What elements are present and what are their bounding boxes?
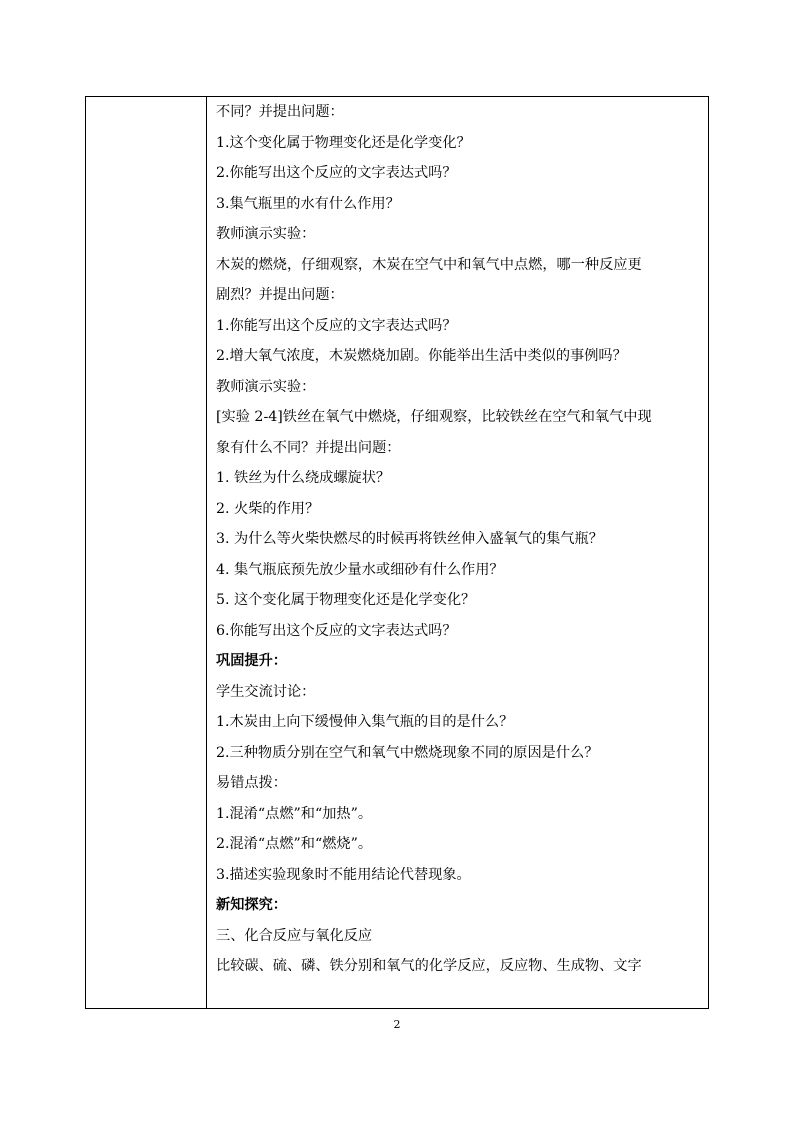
text-line: 象有什么不同？并提出问题： — [216, 439, 401, 456]
text-line: 教师演示实验： — [216, 378, 316, 395]
text-line: 1.你能写出这个反应的文字表达式吗？ — [216, 317, 457, 334]
text-line: 教师演示实验： — [216, 226, 316, 242]
text-line: [实验 2-4]铁丝在氧气中燃烧，仔细观察，比较铁丝在空气和氧气中现 — [216, 409, 652, 425]
text-line: 4. 集气瓶底预先放少量水或细砂有什么作用？ — [216, 561, 504, 578]
lesson-table — [85, 96, 709, 1009]
text-line: 2.混淆“点燃”和“燃烧”。 — [216, 836, 373, 852]
text-line: 1.木炭由上向下缓慢伸入集气瓶的目的是什么？ — [216, 714, 514, 730]
text-line: 2.增大氧气浓度，木炭燃烧加剧。你能举出生活中类似的事例吗？ — [216, 348, 627, 364]
text-line: 5. 这个变化属于物理变化还是化学变化？ — [216, 592, 476, 608]
text-line: 剧烈？并提出问题： — [216, 287, 344, 303]
text-line: 2.你能写出这个反应的文字表达式吗？ — [216, 165, 457, 181]
text-line: 1.这个变化属于物理变化还是化学变化？ — [216, 134, 471, 151]
text-line: 2.三种物质分别在空气和氧气中燃烧现象不同的原因是什么？ — [216, 744, 599, 761]
text-line: 木炭的燃烧，仔细观察，木炭在空气中和氧气中点燃，哪一种反应更 — [216, 256, 642, 273]
text-line: 不同？并提出问题： — [216, 104, 344, 120]
section-heading: 巩固提升： — [216, 653, 287, 669]
text-line: 2. 火柴的作用？ — [216, 500, 320, 517]
right-column-cell — [216, 97, 706, 982]
text-line: 3.集气瓶里的水有什么作用？ — [216, 195, 400, 212]
text-line: 6.你能写出这个反应的文字表达式吗？ — [216, 622, 457, 639]
text-line: 易错点拨： — [216, 775, 287, 791]
text-line: 学生交流讨论： — [216, 683, 316, 700]
text-line: 比较碳、硫、磷、铁分别和氧气的化学反应，反应物、生成物、文字 — [216, 958, 642, 974]
text-line: 3. 为什么等火柴快燃尽的时候再将铁丝伸入盛氧气的集气瓶？ — [216, 531, 603, 547]
text-line: 1.混淆“点燃”和“加热”。 — [216, 805, 373, 822]
text-line: 三、化合反应与氧化反应 — [216, 927, 373, 944]
page-number: 2 — [393, 1018, 401, 1031]
text-line: 1. 铁丝为什么绕成螺旋状？ — [216, 470, 391, 486]
left-column-cell — [86, 97, 207, 1008]
section-heading: 新知探究： — [216, 897, 287, 913]
text-line: 3.描述实验现象时不能用结论代替现象。 — [216, 866, 471, 883]
